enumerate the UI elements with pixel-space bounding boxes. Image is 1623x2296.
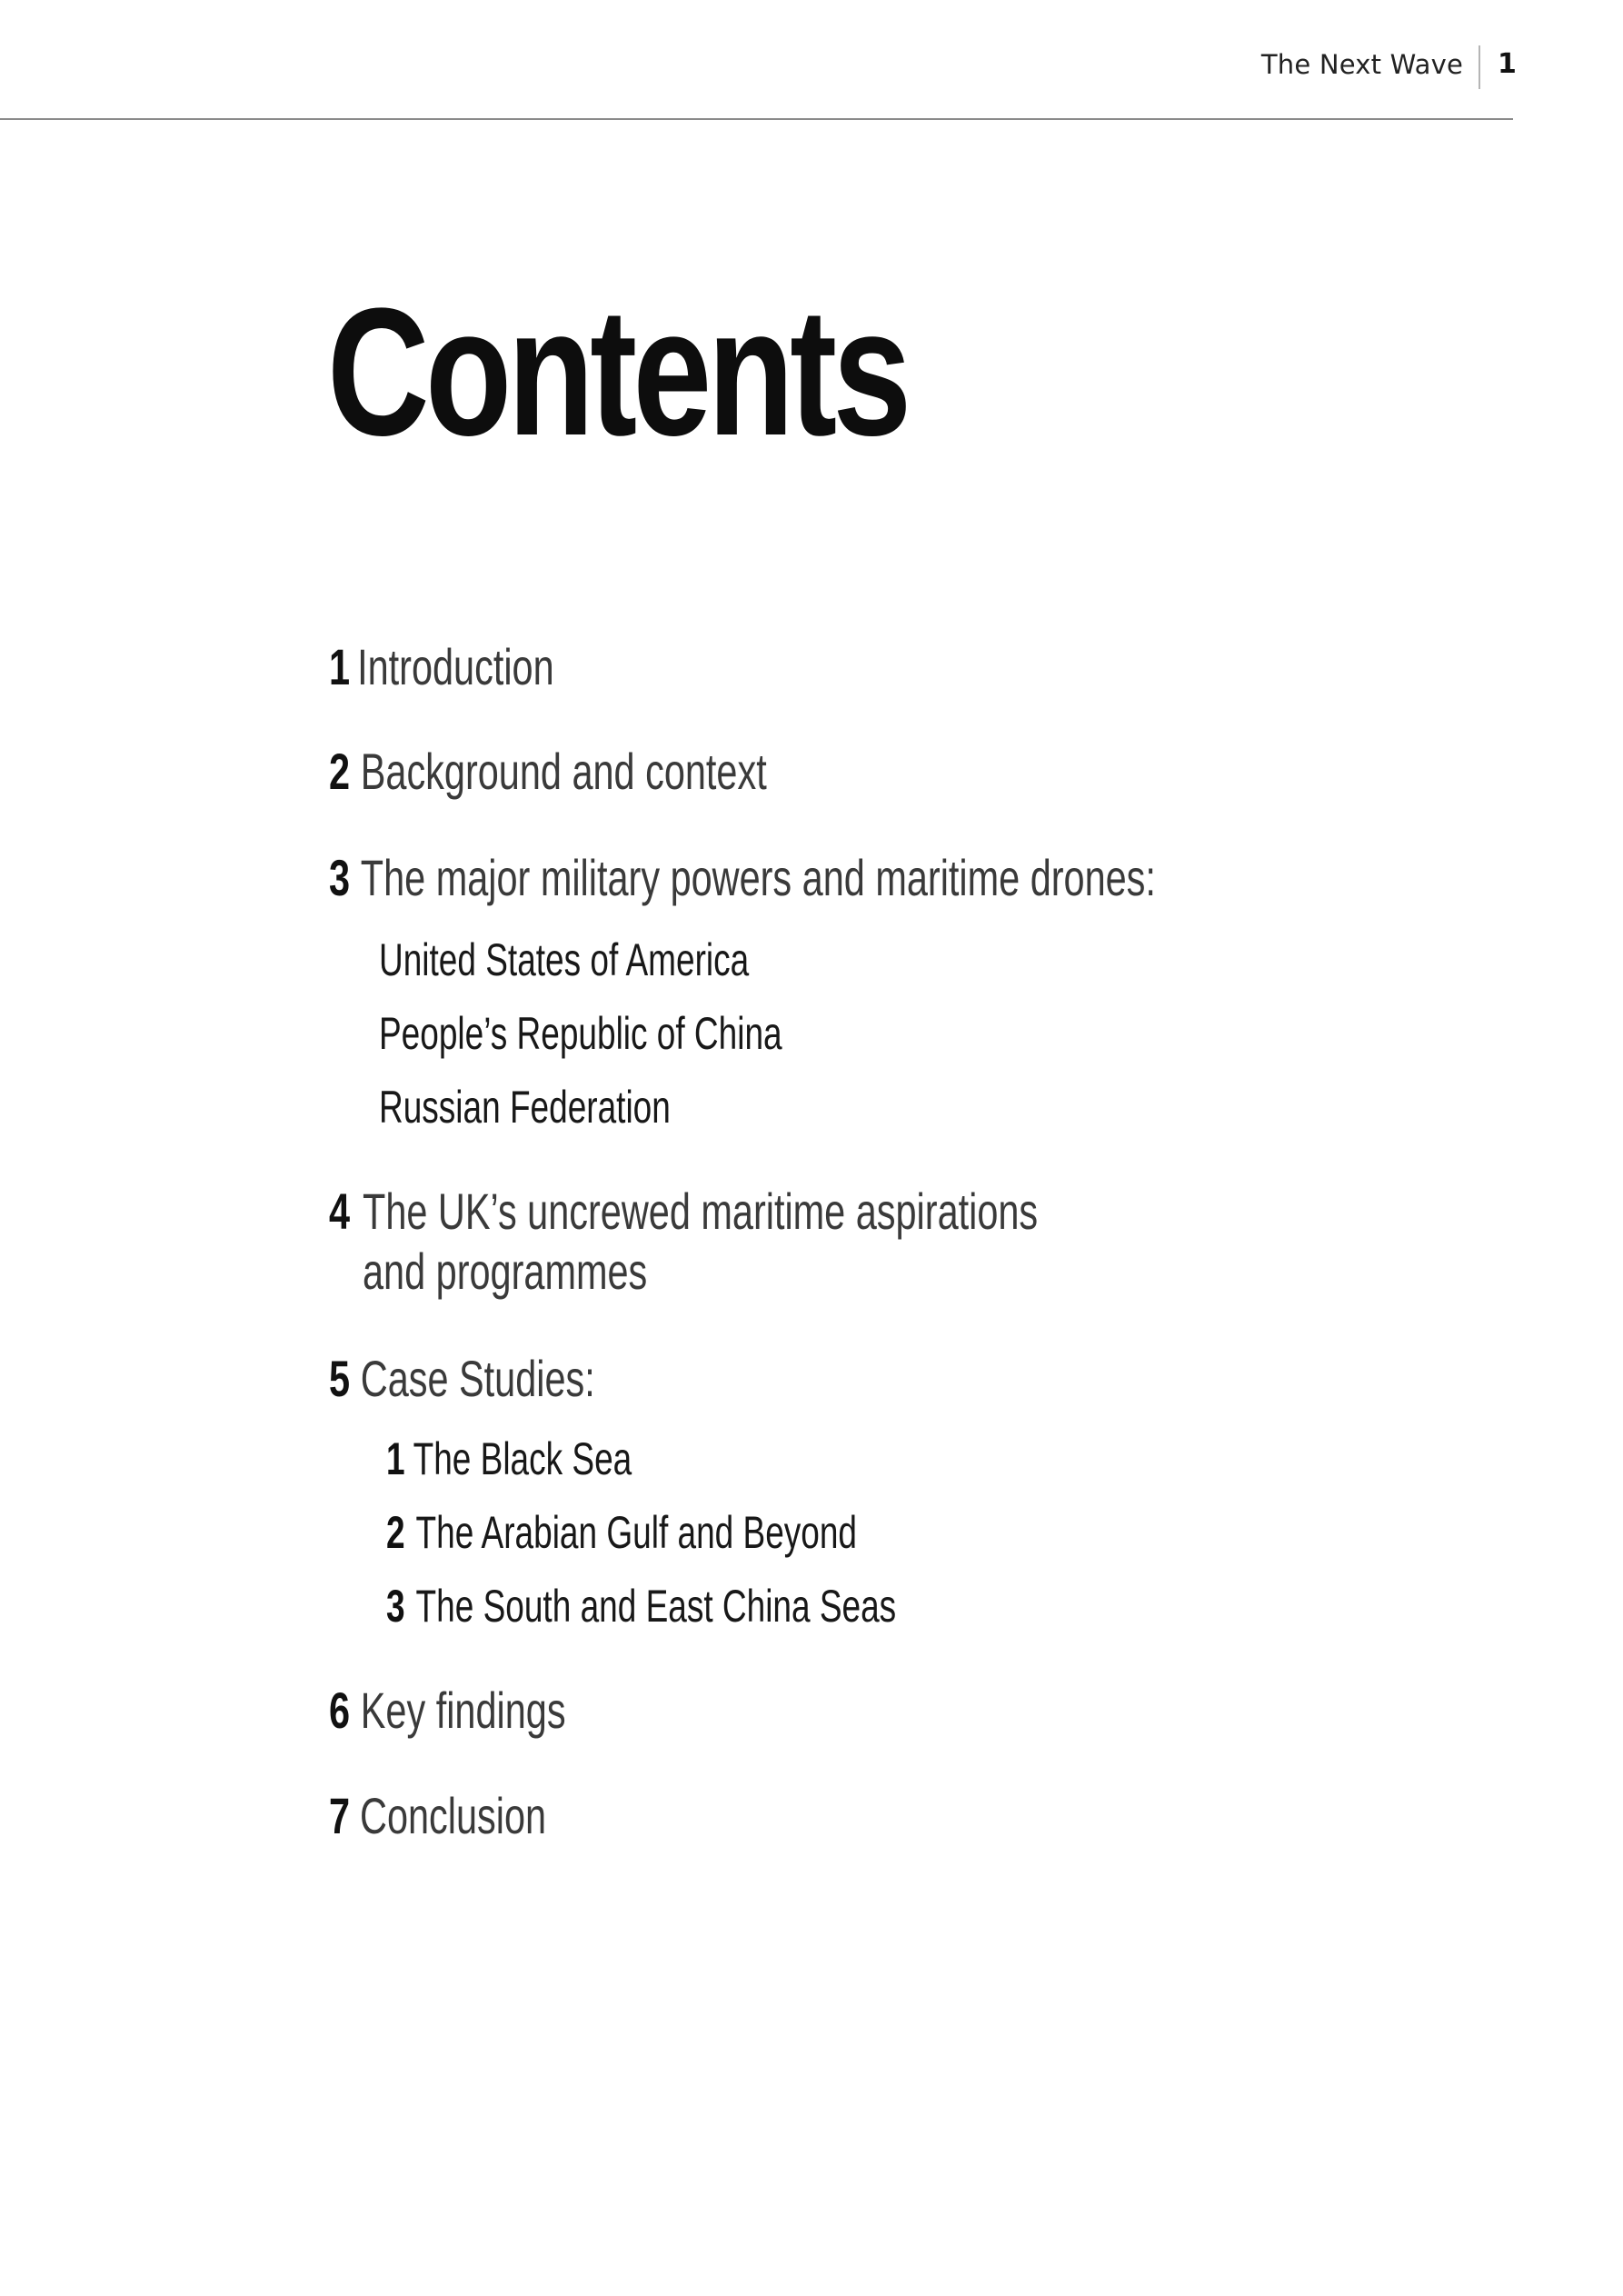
- header-divider: [1479, 45, 1480, 89]
- page-number: 1: [1498, 48, 1517, 80]
- toc-subitem-number: 2: [386, 1507, 405, 1558]
- toc-subitem-label: United States of America: [379, 934, 750, 985]
- toc-item-number: 5: [329, 1350, 351, 1407]
- toc-item-number: 2: [329, 743, 351, 800]
- toc-subitem-label: Russian Federation: [379, 1082, 671, 1133]
- page-header: [0, 0, 1517, 120]
- toc-item-number: 7: [329, 1787, 351, 1844]
- toc-item-label: Conclusion: [360, 1787, 547, 1844]
- toc-item-number: 1: [329, 638, 351, 695]
- toc-item-label: The UK’s uncrewed maritime aspirations: [363, 1183, 1039, 1240]
- toc-subitem-label: The Black Sea: [413, 1433, 632, 1484]
- running-title: The Next Wave: [1260, 49, 1463, 80]
- toc-item-label: Background and context: [360, 743, 767, 800]
- toc-item-number: 6: [329, 1682, 351, 1739]
- toc-subitem-number: 3: [386, 1581, 405, 1632]
- page-title: Contents: [327, 271, 908, 474]
- toc-subitem-label: People’s Republic of China: [379, 1008, 782, 1059]
- toc-item-number: 4: [329, 1183, 351, 1240]
- toc-item-label: Case Studies:: [360, 1350, 595, 1407]
- toc-item-label-continued: and programmes: [363, 1243, 648, 1300]
- toc-item-number: 3: [329, 849, 351, 906]
- toc-subitem-number: 1: [386, 1433, 405, 1484]
- toc-item-label: Introduction: [357, 638, 554, 695]
- toc-item-label: The major military powers and maritime drones:: [360, 849, 1156, 906]
- toc-subitem-label: The South and East China Seas: [415, 1581, 897, 1632]
- toc-subitem-label: The Arabian Gulf and Beyond: [415, 1507, 858, 1558]
- toc-item-label: Key findings: [360, 1682, 566, 1739]
